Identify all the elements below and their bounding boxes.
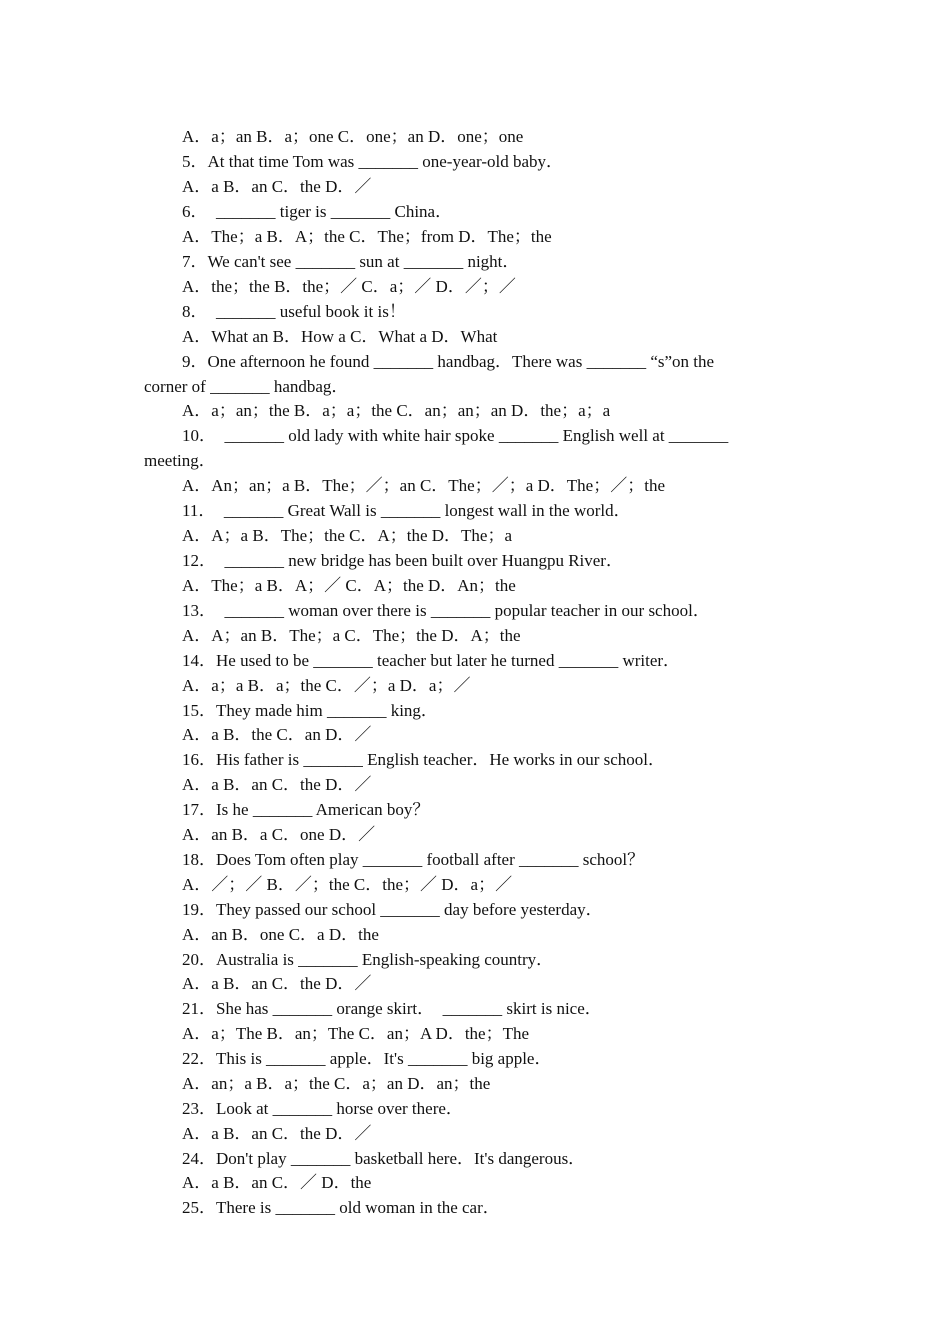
question-line: 13． _______ woman over there is _______ popular teacher in our school． [182,601,710,620]
options-line: A．／；／ B．／；the C．the；／ D．a；／ [182,875,513,894]
question-line: 7．We can't see _______ sun at _______ night． [182,252,520,271]
question-line: 16．His father is _______ English teacher．He works in our school． [182,750,665,769]
question-line: 10． _______ old lady with white hair spoke _______ English well at _______ [182,426,729,445]
options-line: A．a B．an C．the D．／ [182,1124,372,1143]
question-line: 20．Australia is _______ English-speaking country． [182,950,554,969]
options-line: A．a；an B．a；one C．one；an D．one；one [182,127,524,146]
question-line: 9．One afternoon he found _______ handbag．There was _______ “s”on the [182,352,715,371]
options-line: A．a B．an C．the D．／ [182,177,372,196]
options-line: A．a B．the C．an D．／ [182,725,372,744]
options-line: A．a B．an C．／ D．the [182,1173,372,1192]
options-line: A．an B．one C．a D．the [182,925,379,944]
options-line: A．An；an；a B．The；／；an C．The；／；a D．The；／；the [182,476,665,495]
question-line: 14．He used to be _______ teacher but later he turned _______ writer． [182,651,681,670]
options-line: A．What an B．How a C．What a D．What [182,327,498,346]
question-line: 22．This is _______ apple．It's _______ big apple． [182,1049,552,1068]
question-line: 11． _______ Great Wall is _______ longest wall in the world． [182,501,631,520]
question-line: 19．They passed our school _______ day before yesterday． [182,900,603,919]
options-line: A．the；the B．the；／ C．a；／ D．／；／ [182,277,516,296]
options-line: A．an B．a C．one D．／ [182,825,376,844]
question-line: 8． _______ useful book it is！ [182,302,406,321]
question-line: 12． _______ new bridge has been built over Huangpu River． [182,551,623,570]
question-line: 17．Is he _______ American boy？ [182,800,430,819]
question-line: 23．Look at _______ horse over there． [182,1099,463,1118]
question-line: 15．They made him _______ king． [182,701,438,720]
question-line: 25．There is _______ old woman in the car． [182,1198,500,1217]
options-line: A．a B．an C．the D．／ [182,775,372,794]
question-line: 6． _______ tiger is _______ China． [182,202,453,221]
options-line: A．a；The B．an；The C．an；A D．the；The [182,1024,530,1043]
options-line: A．a；an；the B．a；a；the C．an；an；an D．the；a；a [182,401,611,420]
question-line-continued: corner of _______ handbag． [144,377,349,396]
question-line: 24．Don't play _______ basketball here．It's dangerous． [182,1149,586,1168]
options-line: A．A；a B．The；the C．A；the D．The；a [182,526,513,545]
options-line: A．A；an B．The；a C．The；the D．A；the [182,626,521,645]
question-line: 5．At that time Tom was _______ one-year-old baby． [182,152,564,171]
options-line: A．an；a B．a；the C．a；an D．an；the [182,1074,491,1093]
question-line: 18．Does Tom often play _______ football after _______ school？ [182,850,645,869]
options-line: A．The；a B．A；／ C．A；the D．An；the [182,576,516,595]
question-line: 21．She has _______ orange skirt． _______ skirt is nice． [182,999,602,1018]
question-line-continued: meeting． [144,451,216,470]
options-line: A．a B．an C．the D．／ [182,974,372,993]
options-line: A．a；a B．a；the C．／；a D．a；／ [182,676,471,695]
options-line: A．The；a B．A；the C．The；from D．The；the [182,227,552,246]
